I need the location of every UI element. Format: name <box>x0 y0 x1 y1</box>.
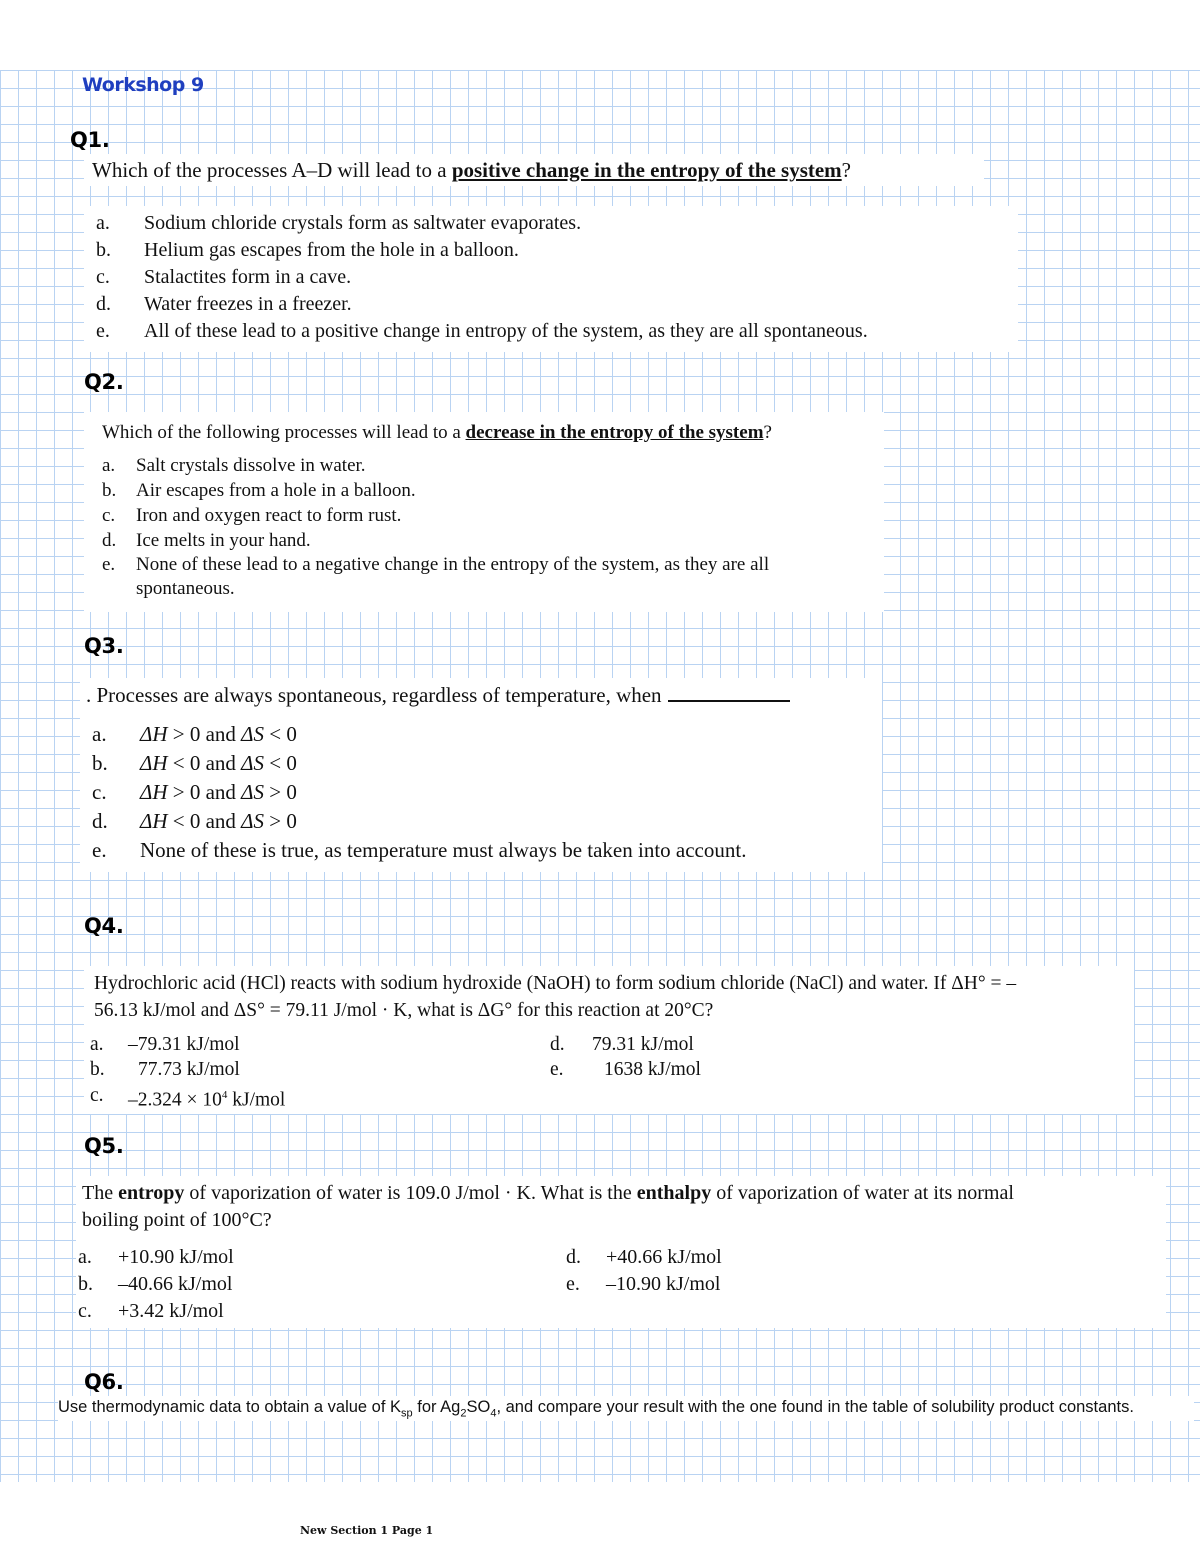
option-letter: c. <box>102 505 116 526</box>
option-text: None of these is true, as temperature must always be taken into account. <box>140 838 747 862</box>
option-letter: d. <box>92 809 108 833</box>
option-letter: e. <box>102 554 116 575</box>
option-text: None of these lead to a negative change in the entropy of the system, as they are all spontaneous. <box>136 554 770 599</box>
option-text: All of these lead to a positive change in entropy of the system, as they are all spontaneous. <box>144 320 868 342</box>
q3-heading: Q3. <box>84 634 124 658</box>
option-text: Salt crystals dissolve in water. <box>136 455 366 476</box>
q1-option-b[interactable] <box>96 237 1018 264</box>
option-text: 77.73 kJ/mol <box>138 1059 240 1080</box>
option-text: Water freezes in a freezer. <box>144 293 352 315</box>
q4-options <box>90 1032 1134 1112</box>
option-text: ΔH > 0 and ΔS < 0 <box>140 722 297 746</box>
q4-option-d[interactable] <box>550 1032 694 1057</box>
option-letter: b. <box>96 239 111 261</box>
option-text: +3.42 kJ/mol <box>118 1300 224 1322</box>
option-letter: e. <box>566 1273 580 1295</box>
option-text: ΔH > 0 and ΔS > 0 <box>140 780 297 804</box>
q2-stem <box>102 420 884 445</box>
q2-panel <box>84 412 884 612</box>
option-letter: e. <box>550 1059 564 1080</box>
option-letter: a. <box>78 1246 92 1268</box>
option-text: 79.31 kJ/mol <box>592 1034 694 1055</box>
option-letter: a. <box>102 455 116 476</box>
q3-stem-text: . Processes are always spontaneous, regardless of temperature, when <box>86 683 662 707</box>
q2-stem-text: Which of the following processes will lead to a <box>102 422 466 443</box>
q2-option-e[interactable] <box>102 553 884 601</box>
option-letter: d. <box>96 293 111 315</box>
option-text: –79.31 kJ/mol <box>128 1034 240 1055</box>
q5-stem-line2: boiling point of 100°C? <box>82 1209 272 1231</box>
q2-option-a[interactable] <box>102 453 884 478</box>
option-text: Stalactites form in a cave. <box>144 266 352 288</box>
q4-option-a[interactable] <box>90 1032 240 1057</box>
option-letter: c. <box>92 780 107 804</box>
q3-option-e[interactable] <box>86 836 882 865</box>
q6-text: Use thermodynamic data to obtain a value of $K_{sp}$ for $Ag_2SO_4$, and compare your result with the one found in the table of solubility product constants. <box>58 1396 1194 1421</box>
q3-option-b[interactable] <box>86 749 882 778</box>
q1-stem-emphasis: positive change in the entropy of the system <box>451 158 842 182</box>
q5-option-e[interactable] <box>566 1271 720 1298</box>
q3-stem <box>86 682 882 708</box>
q1-option-c[interactable] <box>96 264 1018 291</box>
page-title: Workshop 9 <box>82 74 204 96</box>
q1-option-e[interactable] <box>96 318 1018 345</box>
option-letter: d. <box>566 1246 581 1268</box>
q5-options <box>78 1244 1166 1324</box>
q2-option-c[interactable] <box>102 503 884 528</box>
q5-option-c[interactable] <box>78 1298 224 1325</box>
q1-stem-text: Which of the processes A–D will lead to a <box>92 158 452 182</box>
q4-stem-line2: 56.13 kJ/mol and ΔS° = 79.11 J/mol · K, what is ΔG° for this reaction at 20°C? <box>94 1000 714 1021</box>
option-text: $-2.324 \times 10^4$ kJ/mol <box>128 1089 286 1111</box>
q1-stem <box>84 154 984 183</box>
q1-stem-panel <box>84 154 984 186</box>
q4-heading: Q4. <box>84 914 124 938</box>
option-text: Sodium chloride crystals form as saltwater evaporates. <box>144 212 582 234</box>
q2-heading: Q2. <box>84 370 124 394</box>
q5-option-a[interactable] <box>78 1244 234 1271</box>
q1-stem-end: ? <box>841 158 851 182</box>
option-letter: b. <box>78 1273 93 1295</box>
option-text: ΔH < 0 and ΔS < 0 <box>140 751 297 775</box>
option-text: Air escapes from a hole in a balloon. <box>136 480 416 501</box>
q2-option-b[interactable] <box>102 478 884 503</box>
q1-heading: Q1. <box>70 128 110 152</box>
q4-panel <box>84 966 1134 1114</box>
q5-stem <box>82 1180 1166 1234</box>
q6-heading: Q6. <box>84 1370 124 1394</box>
option-letter: a. <box>96 212 110 234</box>
q2-stem-end: ? <box>763 422 772 443</box>
page-footer: New Section 1 Page 1 <box>300 1524 434 1537</box>
option-letter: b. <box>92 751 108 775</box>
option-letter: c. <box>90 1085 104 1106</box>
option-text: ΔH < 0 and ΔS > 0 <box>140 809 297 833</box>
q5-panel <box>76 1176 1166 1328</box>
q4-option-c[interactable] <box>90 1083 285 1113</box>
q5-option-d[interactable] <box>566 1244 722 1271</box>
answer-blank <box>668 682 790 702</box>
option-letter: b. <box>90 1059 105 1080</box>
option-text: 1638 kJ/mol <box>604 1059 701 1080</box>
option-letter: b. <box>102 480 117 501</box>
q4-stem-line1: Hydrochloric acid (HCl) reacts with sodium hydroxide (NaOH) to form sodium chloride (NaCl) and water. If ΔH° = – <box>94 973 1017 994</box>
q5-heading: Q5. <box>84 1134 124 1158</box>
option-text: –10.90 kJ/mol <box>606 1273 721 1295</box>
q1-option-d[interactable] <box>96 291 1018 318</box>
option-text: Iron and oxygen react to form rust. <box>136 505 402 526</box>
option-text: Helium gas escapes from the hole in a balloon. <box>144 239 519 261</box>
q4-option-b[interactable] <box>90 1057 240 1082</box>
option-letter: d. <box>550 1034 565 1055</box>
option-text: +40.66 kJ/mol <box>606 1246 722 1268</box>
option-letter: a. <box>90 1034 104 1055</box>
q3-option-d[interactable] <box>86 807 882 836</box>
option-text: +10.90 kJ/mol <box>118 1246 234 1268</box>
q3-option-c[interactable] <box>86 778 882 807</box>
option-letter: c. <box>78 1300 92 1322</box>
option-text: Ice melts in your hand. <box>136 530 311 551</box>
option-letter: d. <box>102 530 117 551</box>
q1-options <box>84 206 1018 352</box>
option-text: –40.66 kJ/mol <box>118 1273 233 1295</box>
q2-stem-emphasis: decrease in the entropy of the system <box>465 422 764 443</box>
q3-panel <box>80 678 882 872</box>
q1-option-a[interactable] <box>96 210 1018 237</box>
option-letter: c. <box>96 266 110 288</box>
q4-option-e[interactable] <box>550 1057 701 1082</box>
q4-stem <box>94 970 1134 1024</box>
q3-option-a[interactable] <box>86 720 882 749</box>
q2-option-d[interactable] <box>102 528 884 553</box>
option-letter: a. <box>92 722 107 746</box>
option-letter: e. <box>96 320 110 342</box>
q5-option-b[interactable] <box>78 1271 232 1298</box>
option-letter: e. <box>92 838 107 862</box>
q5-stem-line1: The entropy of vaporization of water is 109.0 J/mol · K. What is the enthalpy of vaporization of water at its normal <box>82 1182 1014 1204</box>
